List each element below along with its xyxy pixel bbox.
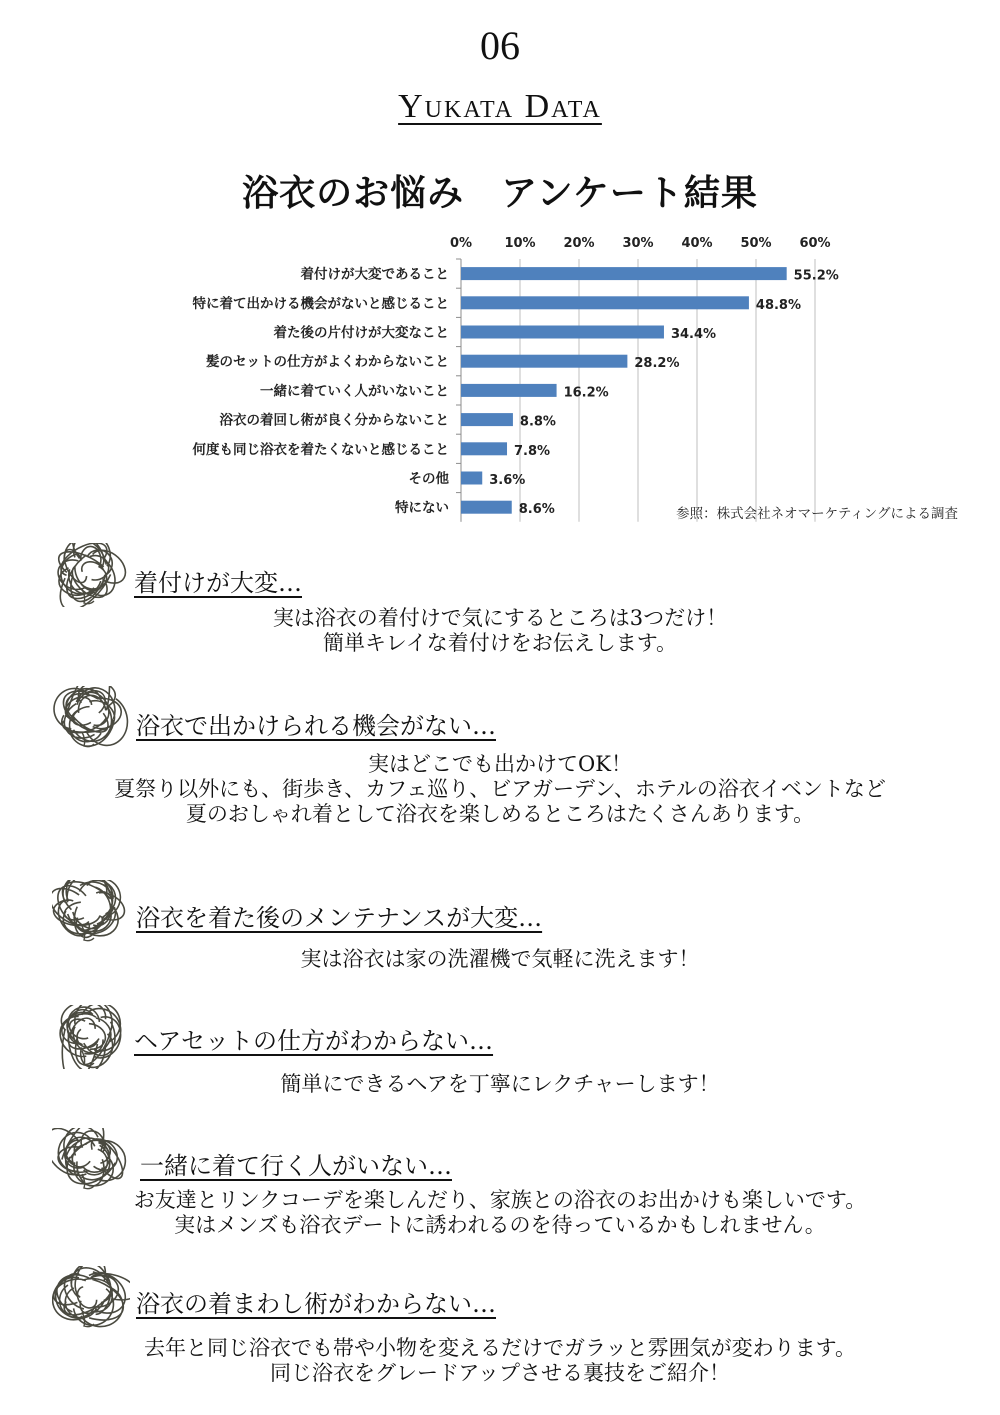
tangled-thread-icon xyxy=(52,543,130,607)
data-label: 7.8% xyxy=(514,443,551,459)
worry-answer-line: 夏祭り以外にも、街歩き、カフェ巡り、ビアガーデン、ホテルの浴衣イベントなど xyxy=(114,777,886,801)
data-label: 8.6% xyxy=(518,502,555,518)
tangled-thread-icon xyxy=(52,686,130,750)
section-title xyxy=(0,88,1000,126)
category-label: 着付けが大変であること xyxy=(300,266,449,283)
worry-answer-line: 夏のおしゃれ着として浴衣を楽しめるところはたくさんあります。 xyxy=(185,802,815,826)
bar xyxy=(461,267,787,280)
worry-answer-line: 実は浴衣は家の洗濯機で気軽に洗えます！ xyxy=(300,947,700,971)
worry-answer-line: 簡単にできるヘアを丁寧にレクチャーします！ xyxy=(280,1072,720,1096)
worry-answer xyxy=(0,752,1000,827)
category-label: 着た後の片付けが大変なこと xyxy=(273,325,449,341)
worry-heading: 浴衣を着た後のメンテナンスが大変… xyxy=(136,904,543,932)
worry-answer-line: 実は浴衣の着付けで気にするところは3つだけ！ xyxy=(272,606,728,630)
x-tick-label: 10% xyxy=(504,236,536,251)
x-tick-label: 40% xyxy=(681,236,713,251)
data-label: 55.2% xyxy=(793,268,839,284)
worry-heading: 浴衣の着まわし術がわからない… xyxy=(136,1290,496,1318)
worry-answer-line: お友達とリンクコーデを楽しんだり、家族との浴衣のお出かけも楽しいです。 xyxy=(133,1188,867,1212)
data-label: 34.4% xyxy=(670,327,717,342)
worry-heading: ヘアセットの仕方がわからない… xyxy=(134,1027,494,1055)
tangled-thread-icon xyxy=(52,880,130,944)
x-tick-label: 20% xyxy=(563,236,595,251)
data-label: 8.8% xyxy=(519,414,556,430)
data-label: 48.8% xyxy=(755,297,802,313)
category-label: 一緒に着ていく人がいないこと xyxy=(260,383,449,400)
tangled-thread-icon xyxy=(52,1266,130,1330)
tangled-thread-icon xyxy=(52,1005,130,1069)
worry-heading: 浴衣で出かけられる機会がない… xyxy=(136,712,496,740)
bar xyxy=(461,296,749,309)
x-tick-label: 50% xyxy=(740,236,772,251)
tangled-thread-icon xyxy=(52,1128,130,1192)
category-label: 何度も同じ浴衣を着たくないと感じること xyxy=(192,441,449,458)
bar xyxy=(461,413,513,426)
section-title-text: Yukata Data xyxy=(398,88,602,125)
data-label: 16.2% xyxy=(563,385,609,401)
worry-answer xyxy=(0,1336,1000,1386)
worry-answer-line: 実はメンズも浴衣デートに誘われるのを待っているかもしれません。 xyxy=(174,1213,826,1237)
data-label: 28.2% xyxy=(634,356,680,372)
x-tick-label: 60% xyxy=(799,236,831,251)
bar xyxy=(461,442,507,455)
worry-answer-line: 簡単キレイな着付けをお伝えします。 xyxy=(322,631,678,655)
category-label: 浴衣の着回し術が良く分からないこと xyxy=(219,412,449,429)
data-label: 3.6% xyxy=(489,473,526,488)
source-note: 参照：株式会社ネオマーケティングによる調査 xyxy=(676,505,958,522)
chart-title: 浴衣のお悩み アンケート結果 xyxy=(242,172,758,214)
worry-answer xyxy=(0,1072,1000,1097)
category-label: 髪のセットの仕方がよくわからないこと xyxy=(206,354,449,371)
worry-answer xyxy=(0,606,1000,656)
bar xyxy=(461,384,557,397)
worry-answer-line: 同じ浴衣をグレードアップさせる裏技をご紹介！ xyxy=(270,1361,730,1385)
category-label: その他 xyxy=(408,471,449,487)
worry-heading: 着付けが大変… xyxy=(134,569,302,597)
worry-answer-line: 実はどこでも出かけてOK！ xyxy=(368,752,632,776)
worry-answer xyxy=(0,947,1000,972)
survey-bar-chart xyxy=(0,225,1000,535)
bar xyxy=(461,355,627,368)
bar xyxy=(461,472,482,485)
x-tick-label: 30% xyxy=(622,236,654,251)
page-number: 06 xyxy=(480,23,520,68)
category-label: 特に着て出かける機会がないと感じること xyxy=(192,295,449,312)
worry-answer-line: 去年と同じ浴衣でも帯や小物を変えるだけでガラッと雰囲気が変わります。 xyxy=(144,1336,856,1360)
category-label: 特にない xyxy=(395,500,449,517)
worry-answer xyxy=(0,1188,1000,1238)
bar xyxy=(461,501,512,514)
bar xyxy=(461,326,664,339)
x-tick-label: 0% xyxy=(449,236,473,251)
worry-heading: 一緒に着て行く人がいない… xyxy=(140,1152,452,1180)
